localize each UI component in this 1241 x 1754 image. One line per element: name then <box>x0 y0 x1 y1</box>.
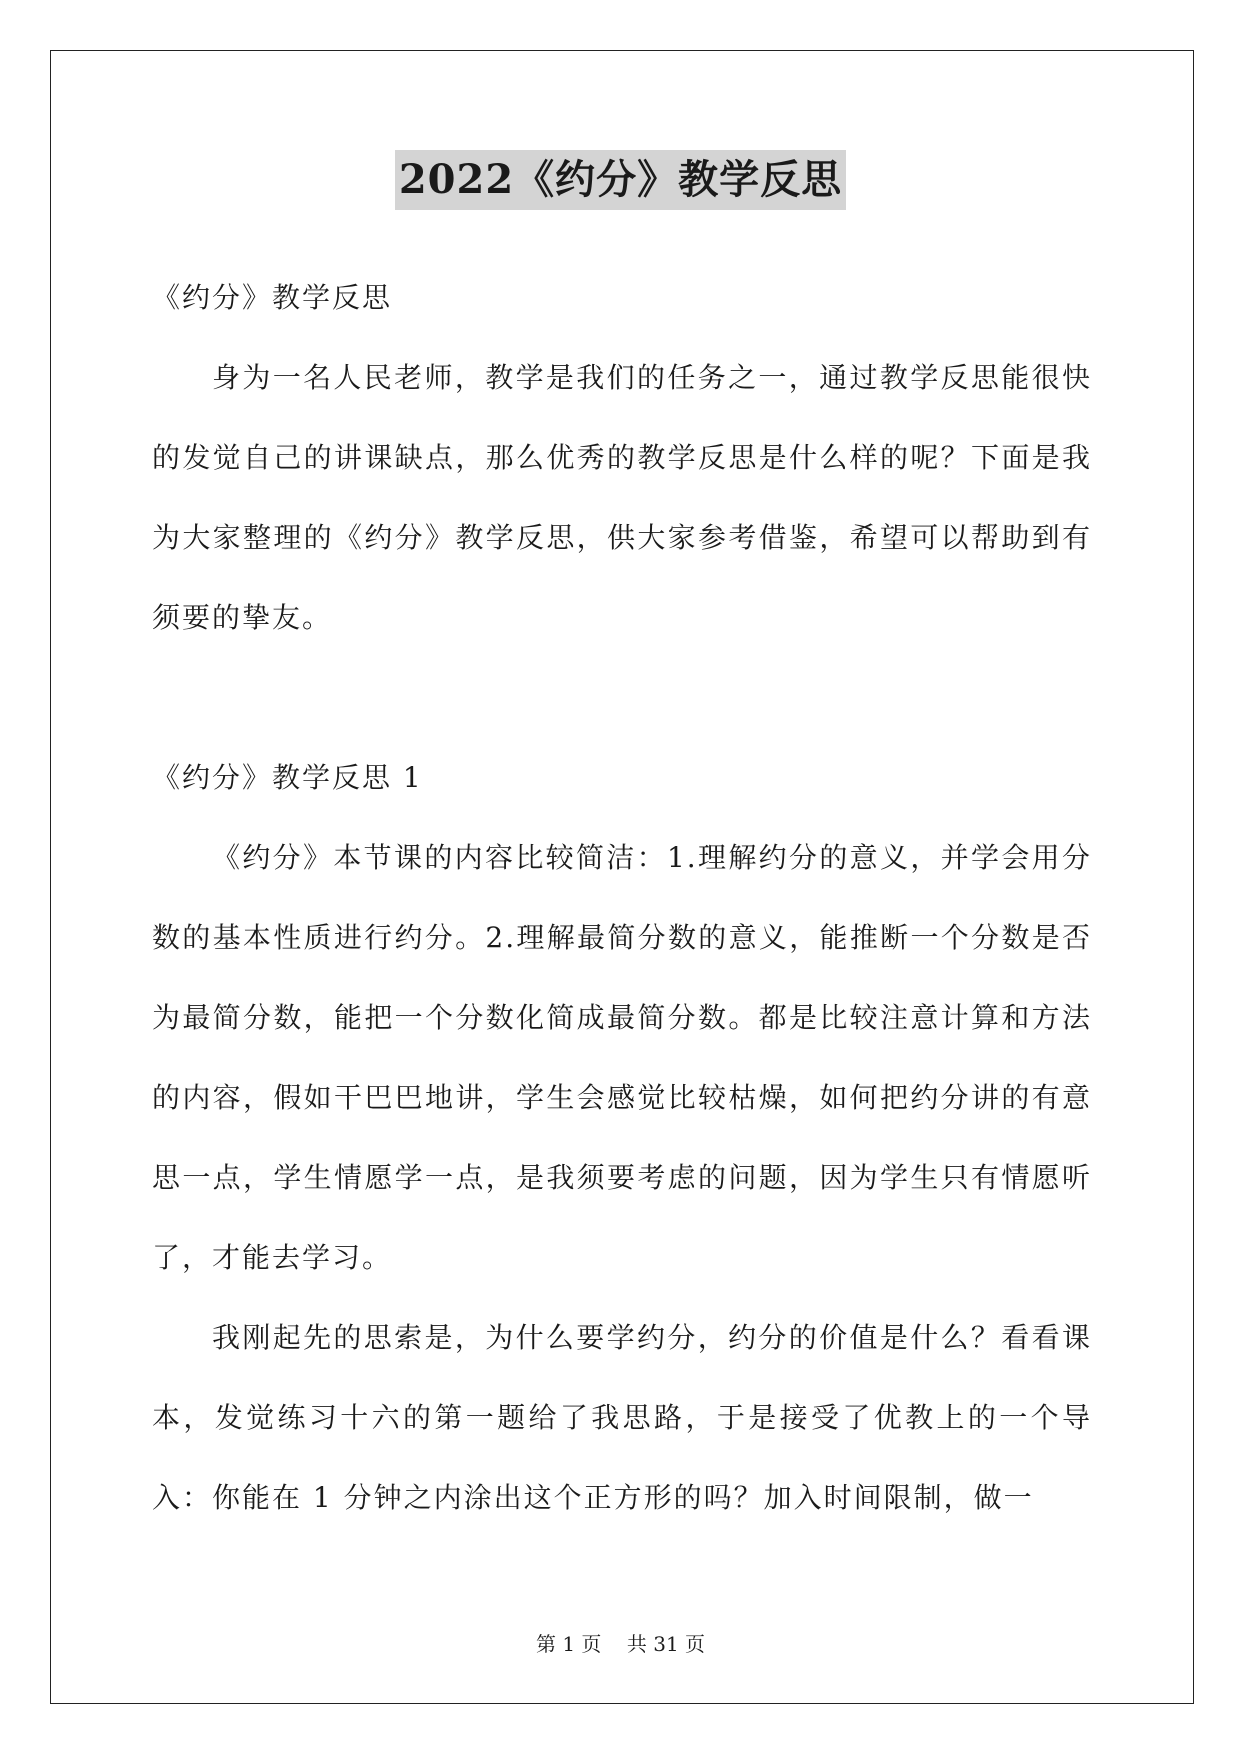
page-footer <box>0 1630 1241 1658</box>
document-body <box>152 258 1092 1538</box>
document-subtitle: 《约分》教学反思 <box>152 281 393 314</box>
section1-paragraph-1: 《约分》本节课的内容比较简洁：1.理解约分的意义，并学会用分数的基本性质进行约分。2.理解最简分数的意义，能推断一个分数是否为最简分数，能把一个分数化简成最简分数。都是比较注意计算和方法的内容，假如干巴巴地讲，学生会感觉比较枯燥，如何把约分讲的有意思一点，学生情愿学一点，是我须要考虑的问题，因为学生只有情愿听了，才能去学习。 <box>152 841 1092 1274</box>
total-pages: 共 31 页 <box>626 1632 706 1656</box>
title-wrap <box>0 150 1241 210</box>
document-title: 2022《约分》教学反思 <box>395 150 846 210</box>
page-number: 第 1 页 <box>535 1632 602 1656</box>
section1-paragraph-2: 我刚起先的思索是，为什么要学约分，约分的价值是什么？看看课本，发觉练习十六的第一题给了我思路，于是接受了优教上的一个导入：你能在 1 分钟之内涂出这个正方形的吗？加入时间限制，做一 <box>152 1321 1092 1514</box>
section1-heading: 《约分》教学反思 1 <box>152 761 423 794</box>
intro-paragraph: 身为一名人民老师，教学是我们的任务之一，通过教学反思能很快的发觉自己的讲课缺点，那么优秀的教学反思是什么样的呢？下面是我为大家整理的《约分》教学反思，供大家参考借鉴，希望可以帮助到有须要的挚友。 <box>152 361 1092 634</box>
section-gap <box>152 658 1092 738</box>
